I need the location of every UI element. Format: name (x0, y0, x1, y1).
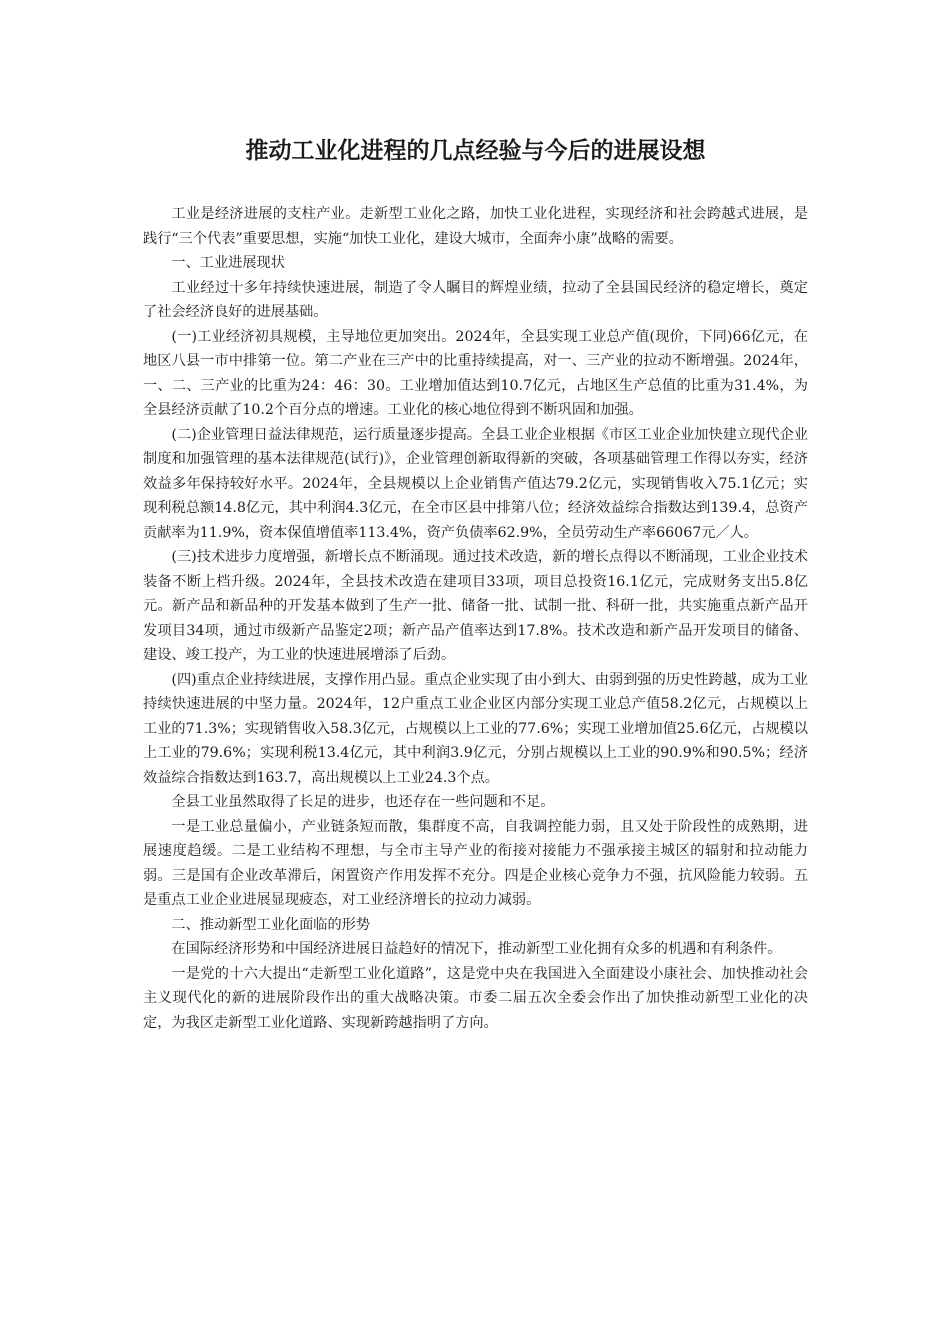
section-heading-1: 一、工业进展现状 (171, 255, 285, 271)
section-heading-2: 二、推动新型工业化面临的形势 (171, 916, 371, 933)
document-body (143, 202, 808, 1035)
paragraph-intro: 工业是经济进展的支柱产业。走新型工业化之路，加快工业化进程，实现经济和社会跨越式进展，是践行“三个代表”重要思想，实施“加快工业化，建设大城市，全面奔小康”战略的需要。 (143, 206, 808, 247)
document-title: 推动工业化进程的几点经验与今后的进展设想 (245, 138, 706, 164)
paragraph: 在国际经济形势和中国经济进展日益趋好的情况下，推动新型工业化拥有众多的机遇和有利条件。 (171, 941, 782, 957)
paragraph: 一是工业总量偏小，产业链条短而散，集群度不高，自我调控能力弱，且又处于阶段性的成熟期，进展速度趋缓。二是工业结构不理想，与全市主导产业的衔接对接能力不强承接主城区的辐射和拉动能力弱。三是国有企业改革滞后，闲置资产作用发挥不充分。四是企业核心竞争力不强，抗风险能力较弱。五是重点工业企业进展显现疲态，对工业经济增长的拉动力减弱。 (143, 818, 808, 908)
paragraph: (三)技术进步力度增强，新增长点不断涌现。通过技术改造，新的增长点得以不断涌现，工业企业技术装备不断上档升级。2024年，全县技术改造在建项目33项，项目总投资16.1亿元，完成财务支出5.8亿元。新产品和新品种的开发基本做到了生产一批、储备一批、试制一批、科研一批，共实施重点新产品开发项目34项，通过市级新产品鉴定2项；新产品产值率达到17.8%。技术改造和新产品开发项目的储备、建设、竣工投产，为工业的快速进展增添了后劲。 (143, 549, 808, 663)
paragraph: (二)企业管理日益法律规范，运行质量逐步提高。全县工业企业根据《市区工业企业加快建立现代企业制度和加强管理的基本法律规范(试行)》，企业管理创新取得新的突破，各项基础管理工作得以夯实，经济效益多年保持较好水平。2024年，全县规模以上企业销售产值达79.2亿元，实现销售收入75.1亿元；实现利税总额14.8亿元，其中利润4.3亿元，在全市区县中排第八位；经济效益综合指数达到139.4，总资产贡献率为11.9%，资本保值增值率113.4%，资产负债率62.9%，全员劳动生产率66067元／人。 (143, 426, 808, 541)
paragraph: 工业经过十多年持续快速进展，制造了令人瞩目的辉煌业绩，拉动了全县国民经济的稳定增长，奠定了社会经济良好的进展基础。 (143, 279, 808, 320)
paragraph: 全县工业虽然取得了长足的进步，也还存在一些问题和不足。 (171, 794, 555, 810)
paragraph: (四)重点企业持续进展，支撑作用凸显。重点企业实现了由小到大、由弱到强的历史性跨越，成为工业持续快速进展的中坚力量。2024年，12户重点工业企业区内部分实现工业总产值58.2亿元，占规模以上工业的71.3%；实现销售收入58.3亿元，占规模以上工业的77.6%；实现工业增加值25.6亿元，占规模以上工业的79.6%；实现利税13.4亿元，其中利润3.9亿元，分别占规模以上工业的90.9%和90.5%；经济效益综合指数达到163.7，高出规模以上工业24.3个点。 (143, 671, 808, 786)
paragraph: 一是党的十六大提出“走新型工业化道路”，这是党中央在我国进入全面建设小康社会、加快推动社会主义现代化的新的进展阶段作出的重大战略决策。市委二届五次全委会作出了加快推动新型工业化的决定，为我区走新型工业化道路、实现新跨越指明了方向。 (143, 965, 808, 1031)
paragraph: (一)工业经济初具规模，主导地位更加突出。2024年，全县实现工业总产值(现价，下同)66亿元，在地区八县一市中排第一位。第二产业在三产中的比重持续提高，对一、三产业的拉动不断增强。2024年，一、二、三产业的比重为24：46：30。工业增加值达到10.7亿元，占地区生产总值的比重为31.4%，为全县经济贡献了10.2个百分点的增速。工业化的核心地位得到不断巩固和加强。 (143, 328, 808, 418)
